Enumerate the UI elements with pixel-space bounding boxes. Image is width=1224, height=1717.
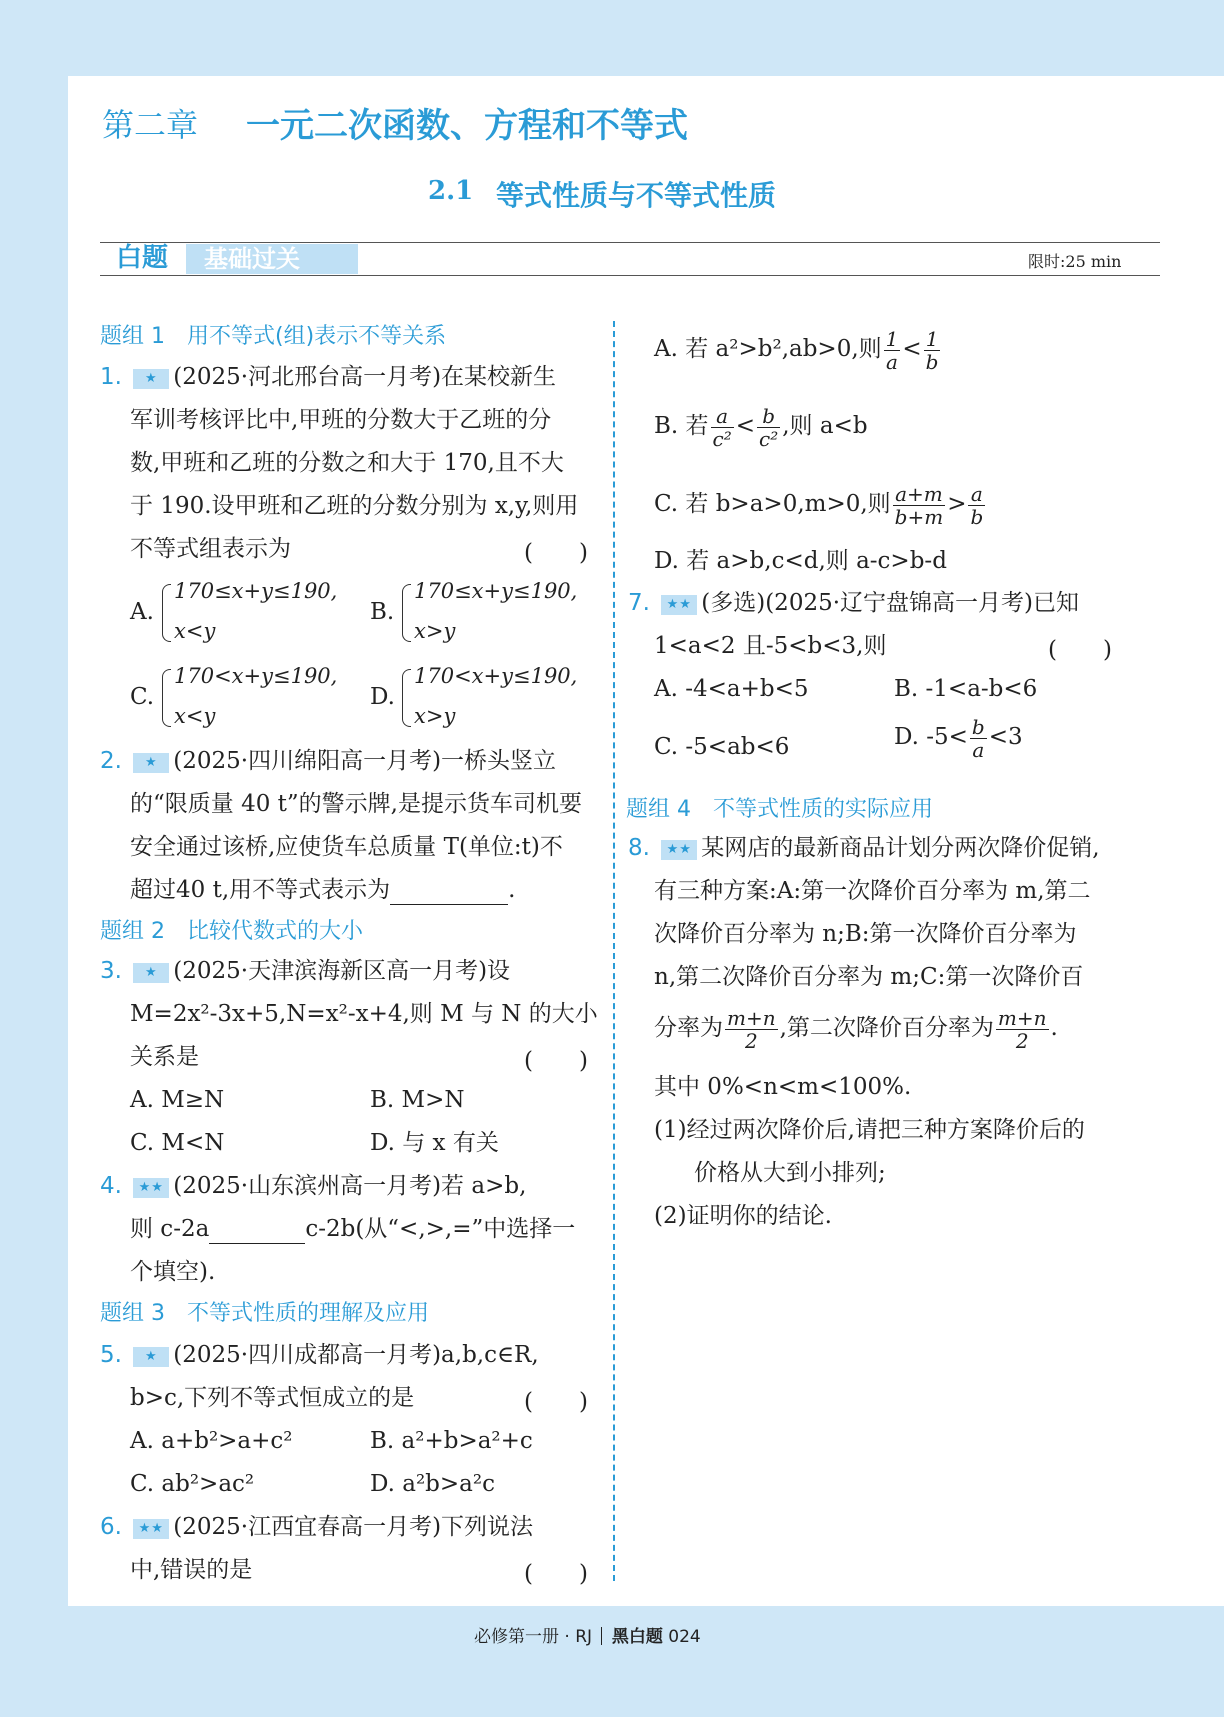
difficulty-star-icon: ★ xyxy=(133,1347,169,1367)
question-8-sub-1b: 价格从大到小排列; xyxy=(694,1160,886,1186)
banner-top-rule xyxy=(100,242,1160,243)
answer-parentheses: ( ) xyxy=(524,1389,588,1415)
question-6-line-2: 中,错误的是 xyxy=(130,1557,253,1583)
question-8-line-3: 次降价百分率为 n;B:第一次降价百分率为 xyxy=(654,921,1077,947)
question-5-line-2: b>c,下列不等式恒成立的是 xyxy=(130,1385,415,1411)
section-title: 等式性质与不等式性质 xyxy=(496,179,777,212)
q1-option-b-bottom: x>y xyxy=(414,619,456,643)
question-2-line-4: 超过40 t,用不等式表示为 . xyxy=(130,877,516,903)
question-8-line-4: n,第二次降价百分率为 m;C:第一次降价百 xyxy=(654,964,1084,990)
question-3-line-2: M=2x²-3x+5,N=x²-x+4,则 M 与 N 的大小 xyxy=(130,1001,598,1027)
question-8-line-6: 其中 0%<n<m<100%. xyxy=(654,1074,912,1100)
q1-option-b-label: B. xyxy=(370,599,395,625)
group-2-heading: 题组 2 比较代数式的大小 xyxy=(100,919,364,944)
q1-option-b-top: 170≤x+y≤190, xyxy=(414,579,578,603)
answer-parentheses: ( ) xyxy=(1048,637,1112,663)
q1-option-a-top: 170≤x+y≤190, xyxy=(174,579,338,603)
q7-option-d: D. -5< $\frac{b}{a}$ <3 xyxy=(894,714,1023,762)
q5-option-b: B. a²+b>a²+c xyxy=(370,1428,533,1454)
column-divider xyxy=(613,321,615,1581)
answer-parentheses: ( ) xyxy=(524,1048,588,1074)
difficulty-star-icon: ★ xyxy=(133,753,169,773)
q6-option-a: A. 若 a²>b²,ab>0,则 $\frac{1}{a}$ < $\frac{1}{b}$ xyxy=(654,326,939,374)
question-1-line-2: 军训考核评比中,甲班的分数大于乙班的分 xyxy=(130,407,552,433)
difficulty-star-icon: ★★ xyxy=(133,1178,169,1198)
question-2-line-3: 安全通过该桥,应使货车总质量 T(单位:t)不 xyxy=(130,834,563,860)
q1-option-d-top: 170<x+y≤190, xyxy=(414,664,578,688)
page-number: 024 xyxy=(668,1627,701,1647)
fill-blank[interactable] xyxy=(390,880,508,905)
question-8-sub-1a: (1)经过两次降价后,请把三种方案降价后的 xyxy=(654,1117,1085,1143)
q3-option-c: C. M<N xyxy=(130,1130,225,1156)
brace-icon xyxy=(162,669,171,727)
section-number: 2.1 xyxy=(428,176,474,206)
answer-parentheses: ( ) xyxy=(524,540,588,566)
group-3-heading: 题组 3 不等式性质的理解及应用 xyxy=(100,1301,430,1326)
q7-option-c: C. -5<ab<6 xyxy=(654,734,790,760)
question-7-line-2: 1<a<2 且-5<b<3,则 xyxy=(654,633,887,659)
fill-blank[interactable] xyxy=(209,1219,305,1244)
footer-brand: 黑白题 xyxy=(611,1627,663,1647)
q1-option-a-bottom: x<y xyxy=(174,619,216,643)
q1-option-c-bottom: x<y xyxy=(174,704,216,728)
footer xyxy=(474,1622,701,1647)
page-sheet xyxy=(68,76,1224,1606)
q5-option-d: D. a²b>a²c xyxy=(370,1471,495,1497)
brace-icon xyxy=(162,584,171,642)
question-3-line-3: 关系是 xyxy=(130,1044,199,1070)
q3-option-d: D. 与 x 有关 xyxy=(370,1130,499,1156)
question-8-sub-2: (2)证明你的结论. xyxy=(654,1203,832,1229)
brace-icon xyxy=(402,584,411,642)
question-1-line-1: 1. ★ (2025·河北邢台高一月考)在某校新生 xyxy=(100,364,557,390)
question-4-line-3: 个填空). xyxy=(130,1259,216,1285)
q5-option-c: C. ab²>ac² xyxy=(130,1471,255,1497)
question-7-line-1: 7. ★★ (多选)(2025·辽宁盘锦高一月考)已知 xyxy=(628,590,1080,616)
chapter-title: 一元二次函数、方程和不等式 xyxy=(246,106,688,146)
q1-option-d-bottom: x>y xyxy=(414,704,456,728)
time-limit: 限时:25 min xyxy=(1028,252,1122,271)
q3-option-a: A. M≥N xyxy=(130,1087,225,1113)
question-2-line-1: 2. ★ (2025·四川绵阳高一月考)一桥头竖立 xyxy=(100,748,557,774)
question-4-line-2: 则 c-2a c-2b(从“<,>,=”中选择一 xyxy=(130,1216,576,1242)
difficulty-star-icon: ★ xyxy=(133,963,169,983)
question-1-line-3: 数,甲班和乙班的分数之和大于 170,且不大 xyxy=(130,450,564,476)
difficulty-star-icon: ★ xyxy=(133,369,169,389)
q6-option-d: D. 若 a>b,c<d,则 a-c>b-d xyxy=(654,548,947,574)
chapter-number: 第二章 xyxy=(102,106,199,144)
brace-icon xyxy=(402,669,411,727)
question-8-line-5: 分率为 $\frac{m+n}{2}$ ,第二次降价百分率为 $\frac{m+n}{2}$ . xyxy=(654,1005,1058,1053)
footer-divider xyxy=(601,1627,602,1645)
question-1-line-4: 于 190.设甲班和乙班的分数分别为 x,y,则用 xyxy=(130,493,579,519)
group-1-heading: 题组 1 用不等式(组)表示不等关系 xyxy=(100,324,447,349)
q6-option-b: B. 若 $\frac{a}{\text{c²}}$ < $\frac{b}{\text{c²}}$ ,则 a<b xyxy=(654,403,868,451)
q1-option-d-label: D. xyxy=(370,684,395,710)
q7-option-a: A. -4<a+b<5 xyxy=(654,676,809,702)
q1-option-c-top: 170<x+y≤190, xyxy=(174,664,338,688)
q1-option-a-label: A. xyxy=(130,599,154,625)
question-2-line-2: 的“限质量 40 t”的警示牌,是提示货车司机要 xyxy=(130,791,582,817)
q1-option-c-label: C. xyxy=(130,684,155,710)
q7-option-b: B. -1<a-b<6 xyxy=(894,676,1038,702)
difficulty-star-icon: ★★ xyxy=(133,1519,169,1539)
question-8-line-1: 8. ★★ 某网店的最新商品计划分两次降价促销, xyxy=(628,835,1100,861)
banner-tag: 白题 xyxy=(116,243,169,273)
difficulty-star-icon: ★★ xyxy=(661,840,697,860)
answer-parentheses: ( ) xyxy=(524,1561,588,1587)
question-6-line-1: 6. ★★ (2025·江西宜春高一月考)下列说法 xyxy=(100,1514,534,1540)
banner-bottom-rule xyxy=(100,275,1160,276)
question-3-line-1: 3. ★ (2025·天津滨海新区高一月考)设 xyxy=(100,958,511,984)
q5-option-a: A. a+b²>a+c² xyxy=(130,1428,293,1454)
question-8-line-2: 有三种方案:A:第一次降价百分率为 m,第二 xyxy=(654,878,1091,904)
question-4-line-1: 4. ★★ (2025·山东滨州高一月考)若 a>b, xyxy=(100,1173,527,1199)
question-5-line-1: 5. ★ (2025·四川成都高一月考)a,b,c∈R, xyxy=(100,1342,539,1368)
question-1-line-5: 不等式组表示为 xyxy=(130,536,291,562)
footer-book: 必修第一册 · RJ xyxy=(474,1627,593,1647)
group-4-heading: 题组 4 不等式性质的实际应用 xyxy=(626,797,934,822)
q3-option-b: B. M>N xyxy=(370,1087,465,1113)
difficulty-star-icon: ★★ xyxy=(661,595,697,615)
q6-option-c: C. 若 b>a>0,m>0,则 $\frac{a+m}{b+m}$ > $\frac{a}{b}$ xyxy=(654,481,984,529)
banner-subtitle: 基础过关 xyxy=(186,244,358,274)
